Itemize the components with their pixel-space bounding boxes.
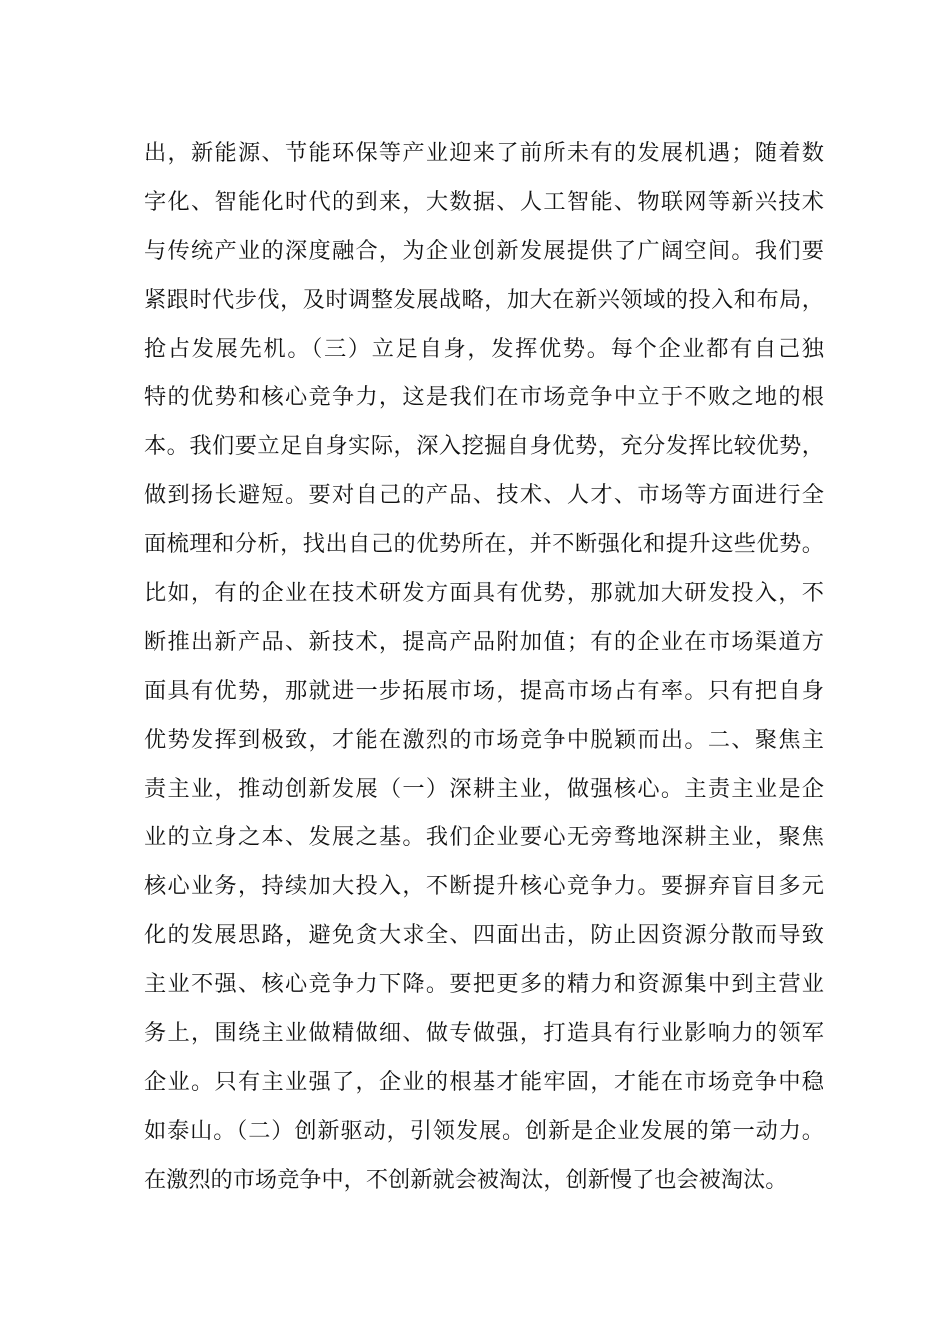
text-line-11: 断推出新产品、新技术，提高产品附加值；有的企业在市场渠道方 [144, 628, 824, 655]
text-line-3: 与传统产业的深度融合，为企业创新发展提供了广阔空间。我们要 [144, 237, 824, 264]
text-line-16: 核心业务，持续加大投入，不断提升核心竞争力。要摒弃盲目多元 [144, 873, 824, 900]
text-line-5: 抢占发展先机。（三）立足自身，发挥优势。每个企业都有自己独 [144, 335, 824, 362]
text-line-14: 责主业，推动创新发展（一）深耕主业，做强核心。主责主业是企 [144, 775, 824, 802]
body-paragraph [144, 129, 824, 1205]
text-line-7: 本。我们要立足自身实际，深入挖掘自身优势，充分发挥比较优势， [144, 433, 824, 460]
text-line-12: 面具有优势，那就进一步拓展市场，提高市场占有率。只有把自身 [144, 677, 824, 704]
text-line-4: 紧跟时代步伐，及时调整发展战略，加大在新兴领域的投入和布局， [144, 286, 824, 313]
text-line-6: 特的优势和核心竞争力，这是我们在市场竞争中立于不败之地的根 [144, 384, 824, 411]
text-line-15: 业的立身之本、发展之基。我们企业要心无旁骛地深耕主业，聚焦 [144, 824, 824, 851]
text-line-19: 务上，围绕主业做精做细、做专做强，打造具有行业影响力的领军 [144, 1020, 824, 1047]
text-line-17: 化的发展思路，避免贪大求全、四面出击，防止因资源分散而导致 [144, 922, 824, 949]
text-line-22: 在激烈的市场竞争中，不创新就会被淘汰，创新慢了也会被淘汰。 [144, 1166, 788, 1193]
text-line-2: 字化、智能化时代的到来，大数据、人工智能、物联网等新兴技术 [144, 188, 824, 215]
text-line-8: 做到扬长避短。要对自己的产品、技术、人才、市场等方面进行全 [144, 482, 824, 509]
text-line-9: 面梳理和分析，找出自己的优势所在，并不断强化和提升这些优势。 [144, 531, 824, 558]
text-line-1: 出，新能源、节能环保等产业迎来了前所未有的发展机遇；随着数 [144, 140, 824, 166]
text-line-13: 优势发挥到极致，才能在激烈的市场竞争中脱颖而出。二、聚焦主 [144, 726, 824, 753]
text-line-10: 比如，有的企业在技术研发方面具有优势，那就加大研发投入，不 [144, 580, 824, 607]
text-line-20: 企业。只有主业强了，企业的根基才能牢固，才能在市场竞争中稳 [144, 1068, 824, 1095]
text-line-21: 如泰山。（二）创新驱动，引领发展。创新是企业发展的第一动力。 [144, 1117, 824, 1144]
text-line-18: 主业不强、核心竞争力下降。要把更多的精力和资源集中到主营业 [144, 971, 824, 998]
